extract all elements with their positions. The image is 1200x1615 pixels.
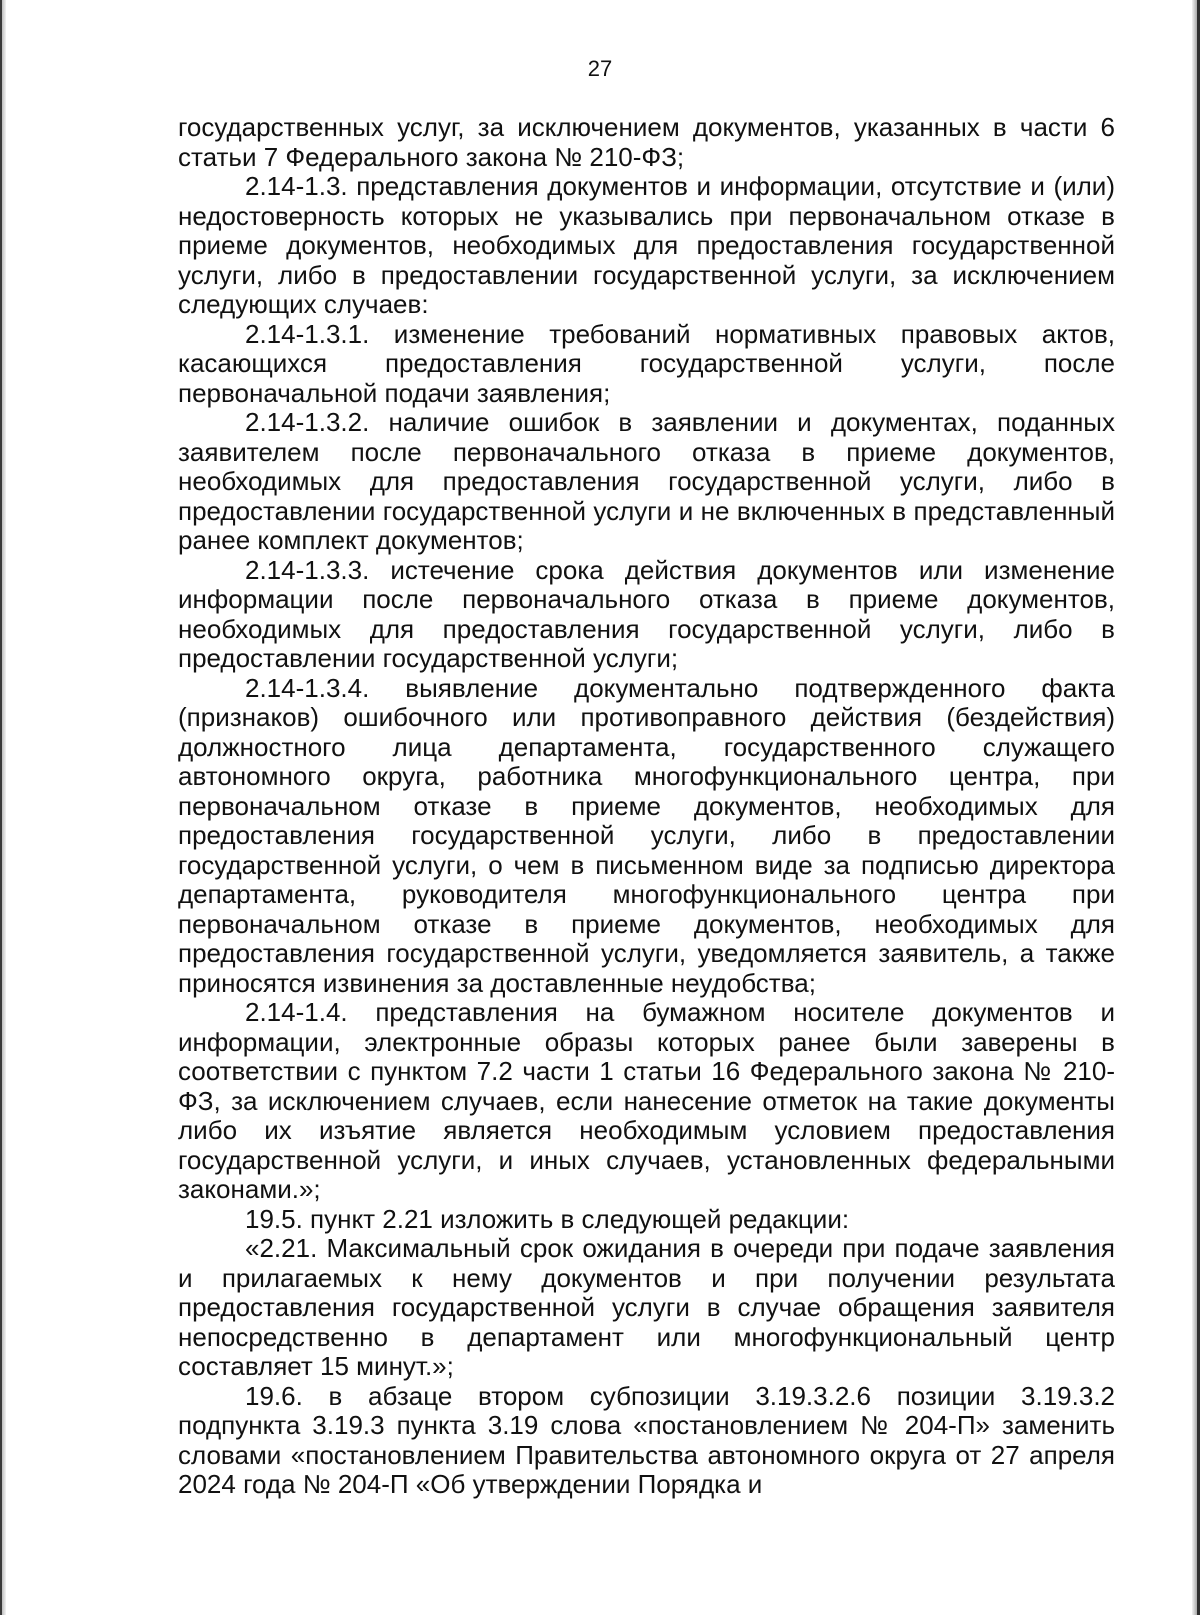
scan-edge-right xyxy=(1192,0,1200,1615)
paragraph-continuation: государственных услуг, за исключением документов, указанных в части 6 статьи 7 Федерального закона № 210-ФЗ; xyxy=(178,112,1115,172)
paragraph-2-21: «2.21. Максимальный срок ожидания в очереди при подаче заявления и прилагаемых к нему документов и при получении результата предоставления государственной услуги в случае обращения заявителя непосредственно в департамент или многофункциональный центр составляет 15 минут.»; xyxy=(178,1233,1115,1381)
paragraph-19-5: 19.5. пункт 2.21 изложить в следующей редакции: xyxy=(245,1203,850,1234)
page-number: 27 xyxy=(587,56,613,81)
scan-edge-left xyxy=(0,0,6,1615)
paragraph-2-14-1-4: 2.14-1.4. представления на бумажном носителе документов и информации, электронные образы которых ранее были заверены в соответствии с пунктом 7.2 части 1 статьи 16 Федерального закона № 210-ФЗ, за исключением случаев, если нанесение отметок на такие документы либо их изъятие является необходимым условием предоставления государственной услуги, и иных случаев, установленных федеральными законами.»; xyxy=(178,997,1115,1204)
paragraph-2-14-1-3-1: 2.14-1.3.1. изменение требований нормативных правовых актов, касающихся предоставления государственной услуги, после первоначальной подачи заявления; xyxy=(178,318,1115,408)
paragraph-2-14-1-3-4: 2.14-1.3.4. выявление документально подтвержденного факта (признаков) ошибочного или противоправного действия (бездействия) должностного лица департамента, государственного служащего автономного округа, работника многофункционального центра, при первоначальном отказе в приеме документов, необходимых для предоставления государственной услуги, либо в предоставлении государственной услуги, о чем в письменном виде за подписью директора департамента, руководителя многофункционального центра при первоначальном отказе в приеме документов, необходимых для предоставления государственной услуги, уведомляется заявитель, а также приносятся извинения за доставленные неудобства; xyxy=(178,672,1115,998)
paragraph-2-14-1-3-2: 2.14-1.3.2. наличие ошибок в заявлении и документах, поданных заявителем после первоначального отказа в приеме документов, необходимых для предоставления государственной услуги, либо в предоставлении государственной услуги и не включенных в представленный ранее комплект документов; xyxy=(178,407,1115,555)
paragraph-2-14-1-3: 2.14-1.3. представления документов и информации, отсутствие и (или) недостоверность которых не указывались при первоначальном отказе в приеме документов, необходимых для предоставления государственной услуги, либо в предоставлении государственной услуги, за исключением следующих случаев: xyxy=(178,171,1115,319)
paragraph-19-6: 19.6. в абзаце втором субпозиции 3.19.3.2.6 позиции 3.19.3.2 подпункта 3.19.3 пункта 3.19 слова «постановлением № 204-П» заменить словами «постановлением Правительства автономного округа от 27 апреля 2024 года № 204-П «Об утверждении Порядка и xyxy=(178,1380,1115,1499)
document-body xyxy=(178,113,1115,1500)
paragraph-2-14-1-3-3: 2.14-1.3.3. истечение срока действия документов или изменение информации после первоначального отказа в приеме документов, необходимых для предоставления государственной услуги, либо в предоставлении государственной услуги; xyxy=(178,554,1115,673)
